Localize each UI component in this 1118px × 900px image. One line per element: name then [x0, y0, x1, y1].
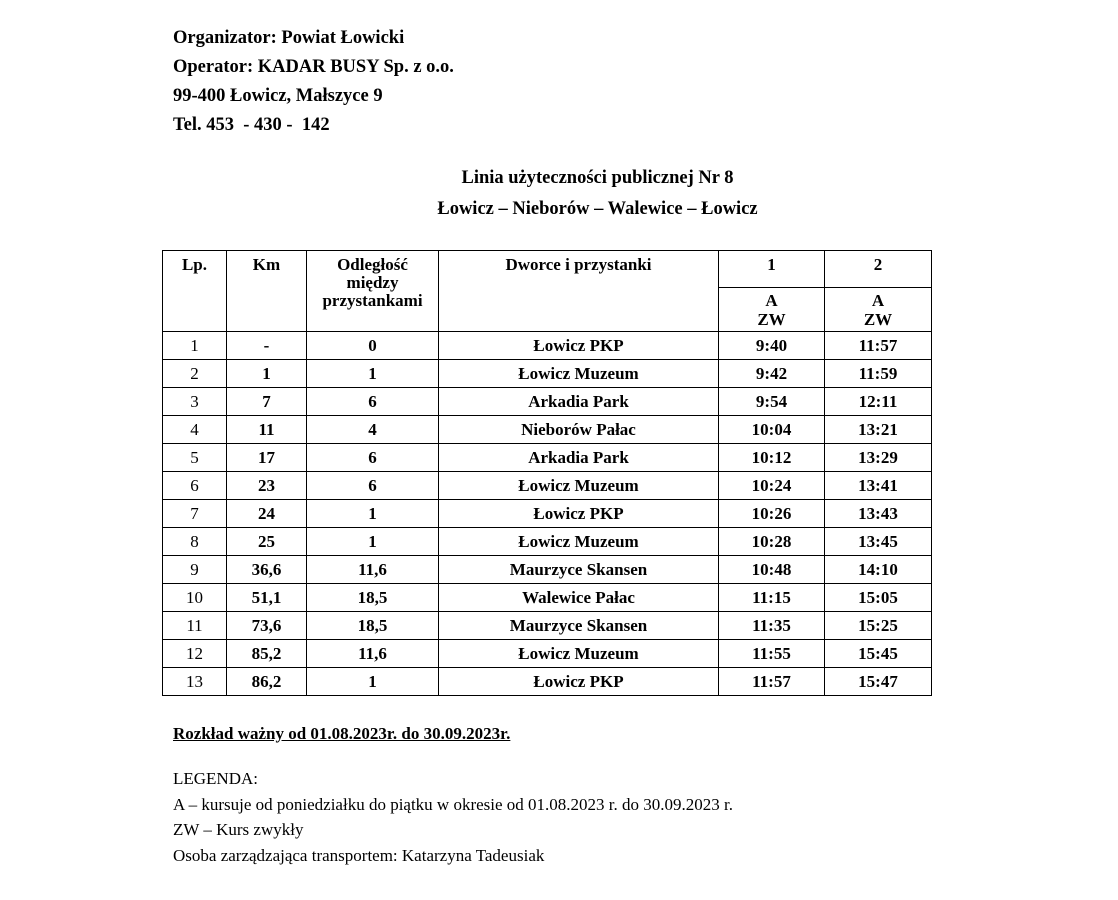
- row-time-course-2: 15:05: [825, 584, 932, 612]
- row-distance: 11,6: [307, 556, 439, 584]
- header-course-2-codes: [825, 288, 932, 332]
- row-lp: 5: [163, 444, 227, 472]
- row-stop: Łowicz PKP: [439, 500, 719, 528]
- header-stops: Dworce i przystanki: [439, 251, 719, 332]
- row-km: 73,6: [227, 612, 307, 640]
- row-lp: 10: [163, 584, 227, 612]
- row-time-course-1: 10:28: [719, 528, 825, 556]
- legend-a: A – kursuje od poniedziałku do piątku w okresie od 01.08.2023 r. do 30.09.2023 r.: [173, 794, 733, 814]
- row-time-course-1: 9:54: [719, 388, 825, 416]
- row-lp: 12: [163, 640, 227, 668]
- header-lp: Lp.: [163, 251, 227, 332]
- row-time-course-2: 11:57: [825, 332, 932, 360]
- table-row: [163, 472, 932, 500]
- row-stop: Łowicz Muzeum: [439, 528, 719, 556]
- row-stop: Łowicz Muzeum: [439, 640, 719, 668]
- row-time-course-1: 10:24: [719, 472, 825, 500]
- header-course-1-code-zw: ZW: [757, 310, 786, 329]
- row-lp: 3: [163, 388, 227, 416]
- row-distance: 6: [307, 388, 439, 416]
- row-time-course-2: 15:25: [825, 612, 932, 640]
- row-distance: 1: [307, 360, 439, 388]
- legend: [173, 766, 733, 868]
- table-row: [163, 500, 932, 528]
- row-distance: 11,6: [307, 640, 439, 668]
- row-distance: 18,5: [307, 612, 439, 640]
- row-distance: 6: [307, 472, 439, 500]
- row-stop: Arkadia Park: [439, 444, 719, 472]
- table-row: [163, 584, 932, 612]
- table-row: [163, 444, 932, 472]
- row-distance: 1: [307, 668, 439, 696]
- row-stop: Maurzyce Skansen: [439, 556, 719, 584]
- operator-line: Operator: KADAR BUSY Sp. z o.o.: [173, 57, 454, 77]
- row-km: 25: [227, 528, 307, 556]
- row-stop: Łowicz Muzeum: [439, 472, 719, 500]
- table-row: [163, 416, 932, 444]
- row-stop: Łowicz PKP: [439, 332, 719, 360]
- row-stop: Nieborów Pałac: [439, 416, 719, 444]
- table-row: [163, 388, 932, 416]
- row-km: 1: [227, 360, 307, 388]
- row-km: 17: [227, 444, 307, 472]
- row-stop: Maurzyce Skansen: [439, 612, 719, 640]
- row-time-course-2: 13:41: [825, 472, 932, 500]
- legend-title: LEGENDA:: [173, 769, 258, 788]
- row-distance: 1: [307, 500, 439, 528]
- row-time-course-2: 12:11: [825, 388, 932, 416]
- row-km: 24: [227, 500, 307, 528]
- row-km: 11: [227, 416, 307, 444]
- row-time-course-1: 11:35: [719, 612, 825, 640]
- row-time-course-2: 11:59: [825, 360, 932, 388]
- row-time-course-1: 10:12: [719, 444, 825, 472]
- header-distance-line3: przystankami: [322, 291, 423, 310]
- row-time-course-2: 13:21: [825, 416, 932, 444]
- address-line: 99-400 Łowicz, Małszyce 9: [173, 86, 383, 106]
- header-course-1-codes: [719, 288, 825, 332]
- row-time-course-2: 13:43: [825, 500, 932, 528]
- row-lp: 7: [163, 500, 227, 528]
- row-distance: 0: [307, 332, 439, 360]
- organizer-line: Organizator: Powiat Łowicki: [173, 28, 405, 48]
- table-row: [163, 360, 932, 388]
- row-km: 7: [227, 388, 307, 416]
- row-time-course-2: 15:45: [825, 640, 932, 668]
- row-distance: 1: [307, 528, 439, 556]
- phone-line: Tel. 453 - 430 - 142: [173, 115, 330, 135]
- row-time-course-1: 10:04: [719, 416, 825, 444]
- row-time-course-1: 9:42: [719, 360, 825, 388]
- table-row: [163, 528, 932, 556]
- row-km: 85,2: [227, 640, 307, 668]
- row-time-course-2: 13:45: [825, 528, 932, 556]
- row-time-course-1: 11:57: [719, 668, 825, 696]
- route-title: Łowicz – Nieborów – Walewice – Łowicz: [437, 199, 758, 219]
- row-stop: Łowicz Muzeum: [439, 360, 719, 388]
- legend-zw: ZW – Kurs zwykły: [173, 820, 304, 839]
- row-lp: 6: [163, 472, 227, 500]
- row-time-course-2: 14:10: [825, 556, 932, 584]
- header-distance: [307, 251, 439, 332]
- row-distance: 4: [307, 416, 439, 444]
- row-distance: 18,5: [307, 584, 439, 612]
- header-distance-line2: między: [346, 273, 399, 292]
- row-time-course-1: 10:26: [719, 500, 825, 528]
- row-time-course-1: 10:48: [719, 556, 825, 584]
- row-lp: 9: [163, 556, 227, 584]
- row-lp: 1: [163, 332, 227, 360]
- header-course-1: 1: [719, 251, 825, 288]
- legend-manager: Osoba zarządzająca transportem: Katarzyna Tadeusiak: [173, 845, 545, 865]
- row-km: 23: [227, 472, 307, 500]
- row-stop: Walewice Pałac: [439, 584, 719, 612]
- row-distance: 6: [307, 444, 439, 472]
- timetable-body: [163, 332, 932, 696]
- table-row: [163, 556, 932, 584]
- row-lp: 4: [163, 416, 227, 444]
- line-title: Linia użyteczności publicznej Nr 8: [461, 168, 734, 188]
- row-time-course-2: 13:29: [825, 444, 932, 472]
- validity-note: Rozkład ważny od 01.08.2023r. do 30.09.2023r.: [173, 724, 511, 743]
- row-stop: Arkadia Park: [439, 388, 719, 416]
- row-lp: 8: [163, 528, 227, 556]
- header-course-2-code-a: A: [871, 291, 885, 310]
- header-course-1-code-a: A: [765, 291, 778, 310]
- row-stop: Łowicz PKP: [439, 668, 719, 696]
- table-row: [163, 640, 932, 668]
- header-km: Km: [227, 251, 307, 332]
- header-course-2-code-zw: ZW: [863, 310, 893, 329]
- row-km: -: [227, 332, 307, 360]
- row-time-course-2: 15:47: [825, 668, 932, 696]
- row-time-course-1: 9:40: [719, 332, 825, 360]
- row-lp: 11: [163, 612, 227, 640]
- row-time-course-1: 11:55: [719, 640, 825, 668]
- table-row: [163, 332, 932, 360]
- table-row: [163, 612, 932, 640]
- header-course-2: 2: [825, 251, 932, 288]
- row-lp: 13: [163, 668, 227, 696]
- timetable: [162, 250, 932, 696]
- row-km: 36,6: [227, 556, 307, 584]
- row-km: 86,2: [227, 668, 307, 696]
- row-km: 51,1: [227, 584, 307, 612]
- header-distance-line1: Odległość: [337, 255, 408, 274]
- table-row: [163, 668, 932, 696]
- row-lp: 2: [163, 360, 227, 388]
- row-time-course-1: 11:15: [719, 584, 825, 612]
- organizer-header: [173, 24, 454, 140]
